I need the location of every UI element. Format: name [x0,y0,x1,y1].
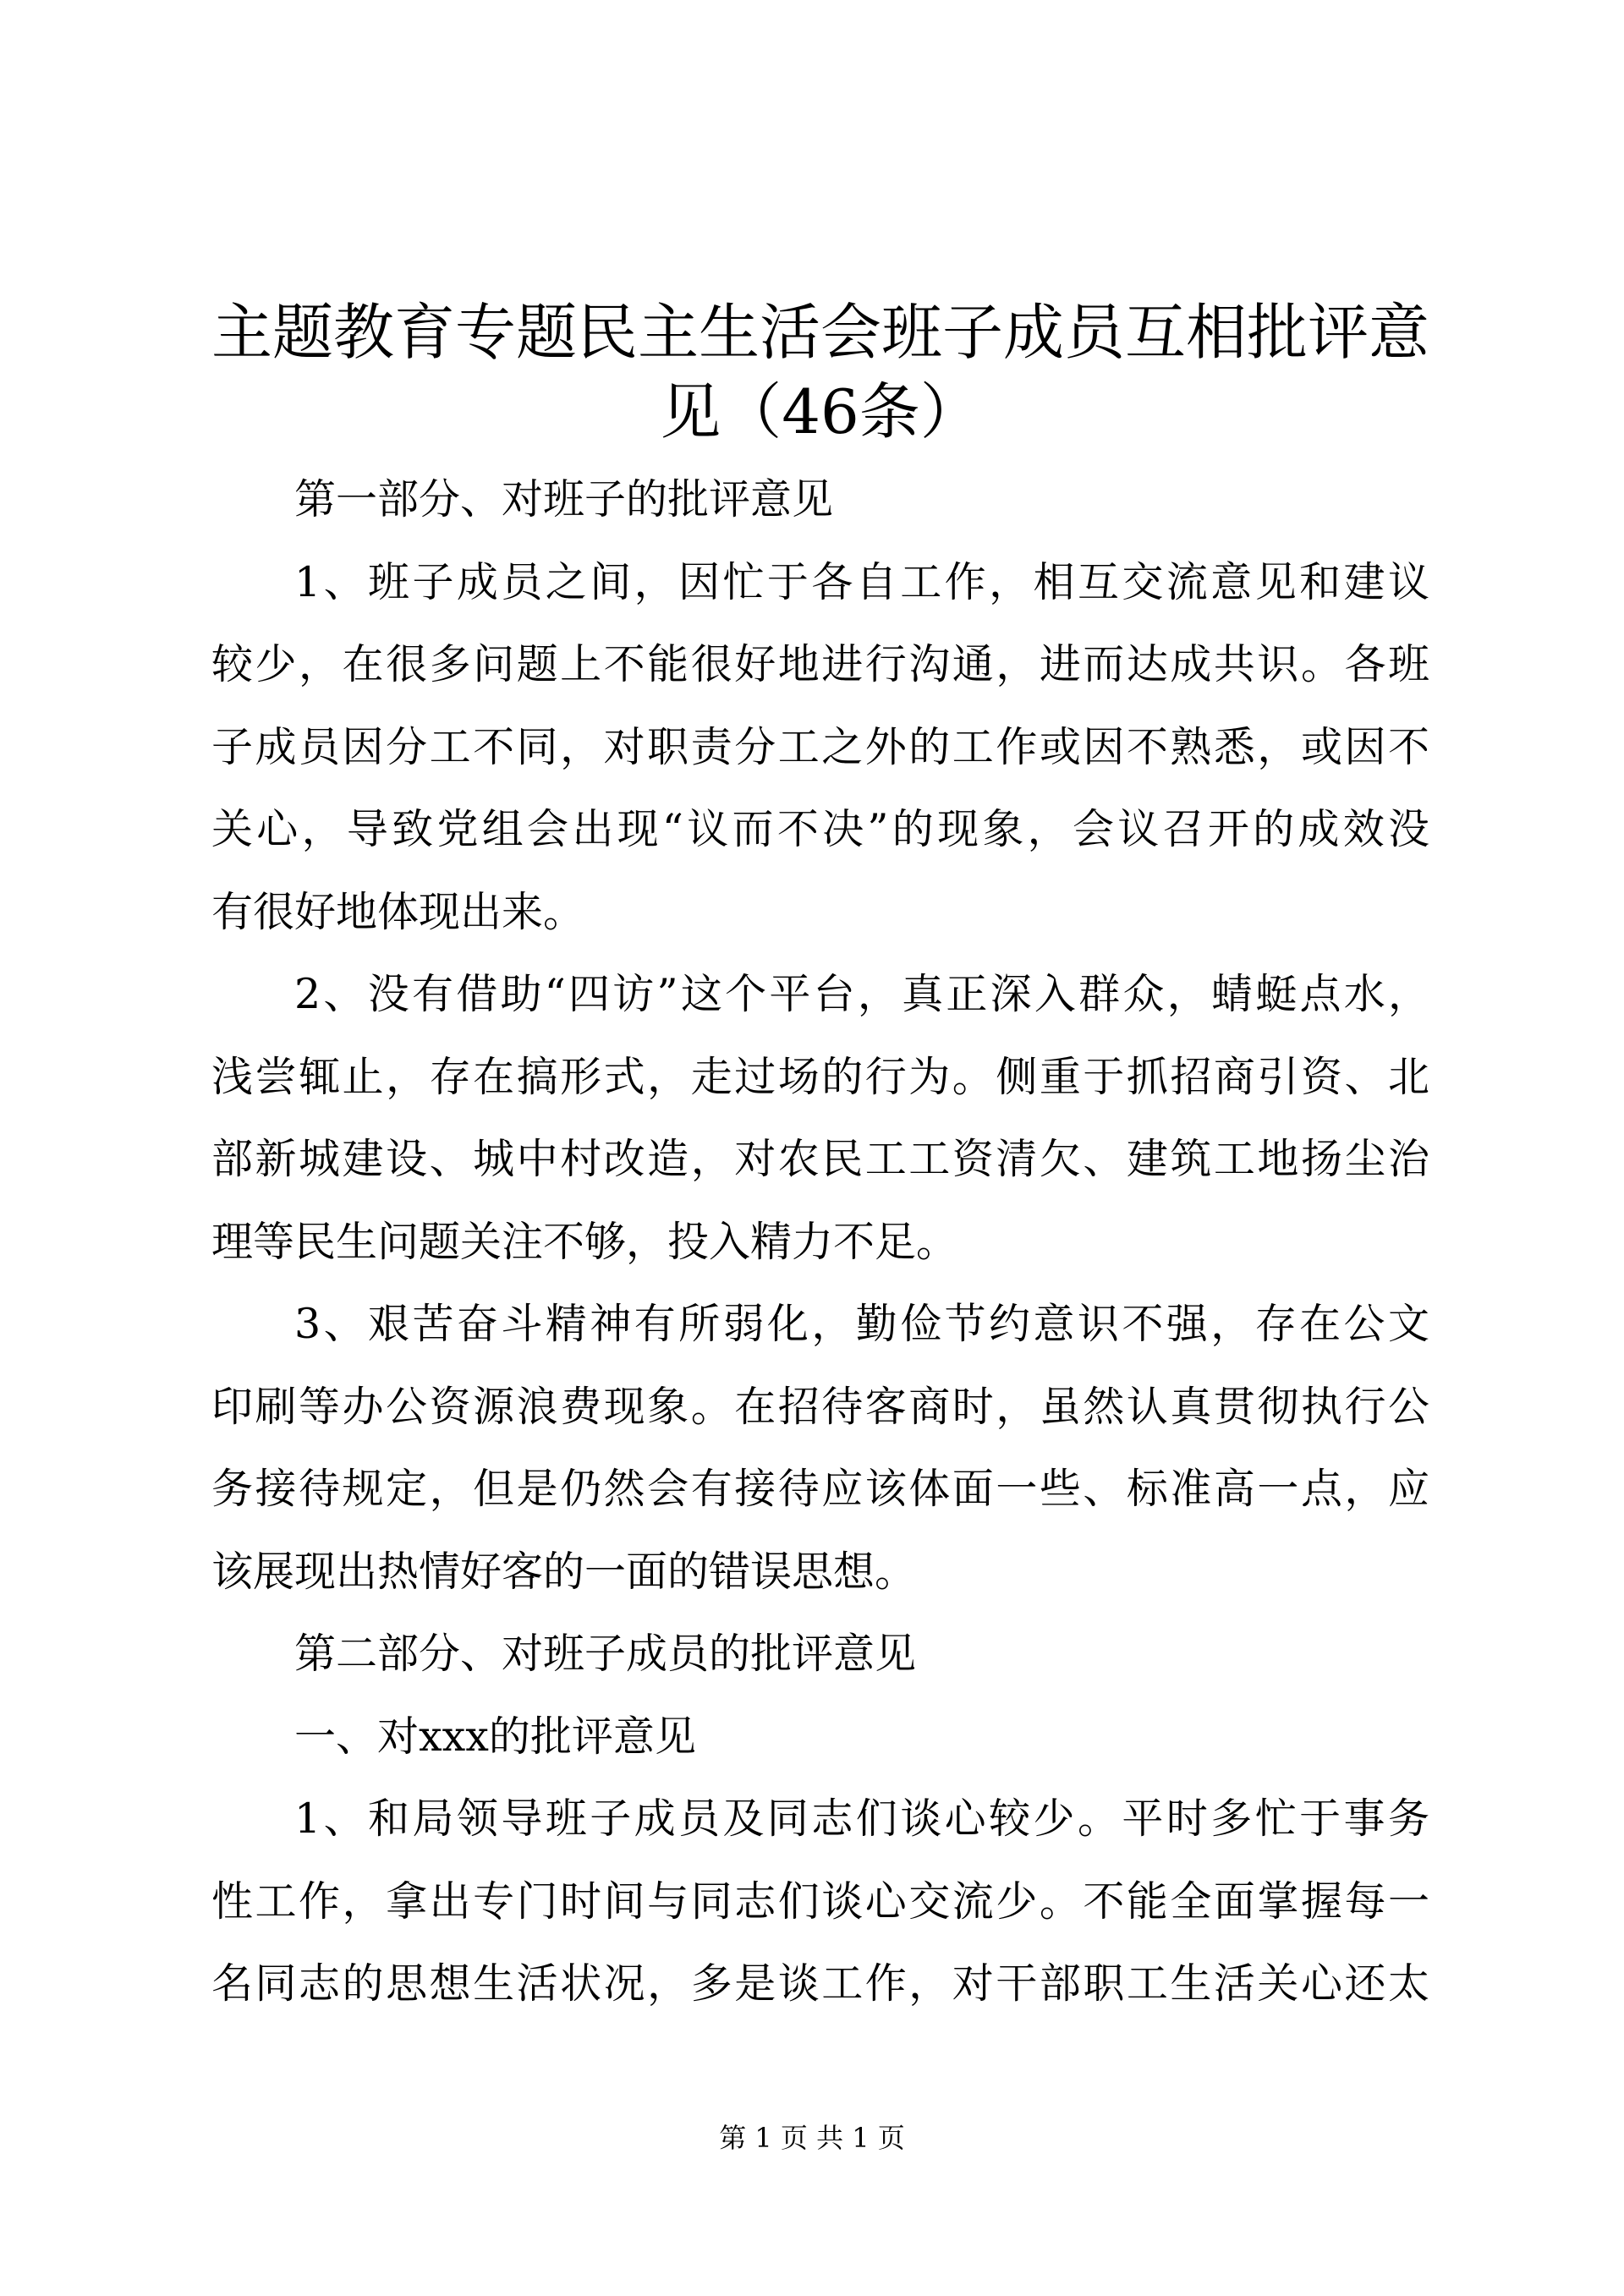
text-line: 2、没有借助“四访”这个平台，真正深入群众，蜻蜓点水， [294,970,1429,1018]
text-line: 部新城建设、城中村改造，对农民工工资清欠、建筑工地扬尘治 [211,1135,1429,1183]
paragraph [211,1613,1429,1696]
text-line: 一、对xxx的批评意见 [294,1712,696,1761]
text-line: 有很好地体现出来。 [211,887,585,936]
text-line: 性工作，拿出专门时间与同志们谈心交流少。不能全面掌握每一 [211,1877,1429,1926]
paragraph [211,1283,1429,1613]
paragraph [211,1696,1429,1778]
paragraph [211,458,1429,541]
text-line: 名同志的思想生活状况，多是谈工作，对干部职工生活关心还太 [211,1959,1429,2008]
title-line-1: 主题教育专题民主生活会班子成员互相批评意 [211,297,1429,368]
text-line: 关心，导致党组会出现“议而不决”的现象，会议召开的成效没 [211,805,1429,853]
text-line: 3、艰苦奋斗精神有所弱化，勤俭节约意识不强，存在公文 [294,1300,1429,1348]
text-line: 浅尝辄止，存在搞形式，走过场的行为。侧重于抓招商引资、北 [211,1052,1429,1101]
text-line: 子成员因分工不同，对职责分工之外的工作或因不熟悉，或因不 [211,722,1429,771]
paragraph [211,953,1429,1283]
page-footer: 第 1 页 共 1 页 [719,2122,905,2154]
text-line: 较少，在很多问题上不能很好地进行沟通，进而达成共识。各班 [211,640,1429,688]
text-line: 理等民生问题关注不够，投入精力不足。 [211,1217,958,1266]
text-line: 1、班子成员之间，因忙于各自工作，相互交流意见和建议 [294,557,1429,606]
text-line: 务接待规定，但是仍然会有接待应该体面一些、标准高一点，应 [211,1465,1429,1513]
document-title [203,293,1438,452]
text-line: 第一部分、对班子的批评意见 [294,475,834,523]
text-line: 第二部分、对班子成员的批评意见 [294,1630,917,1678]
paragraph [211,541,1429,954]
document-body [211,458,1429,2025]
paragraph [211,1778,1429,2025]
title-line-2: 见（46条） [660,376,981,447]
text-line: 印刷等办公资源浪费现象。在招待客商时，虽然认真贯彻执行公 [211,1382,1429,1431]
text-line: 1、和局领导班子成员及同志们谈心较少。平时多忙于事务 [294,1795,1429,1843]
text-line: 该展现出热情好客的一面的错误思想。 [211,1547,917,1596]
